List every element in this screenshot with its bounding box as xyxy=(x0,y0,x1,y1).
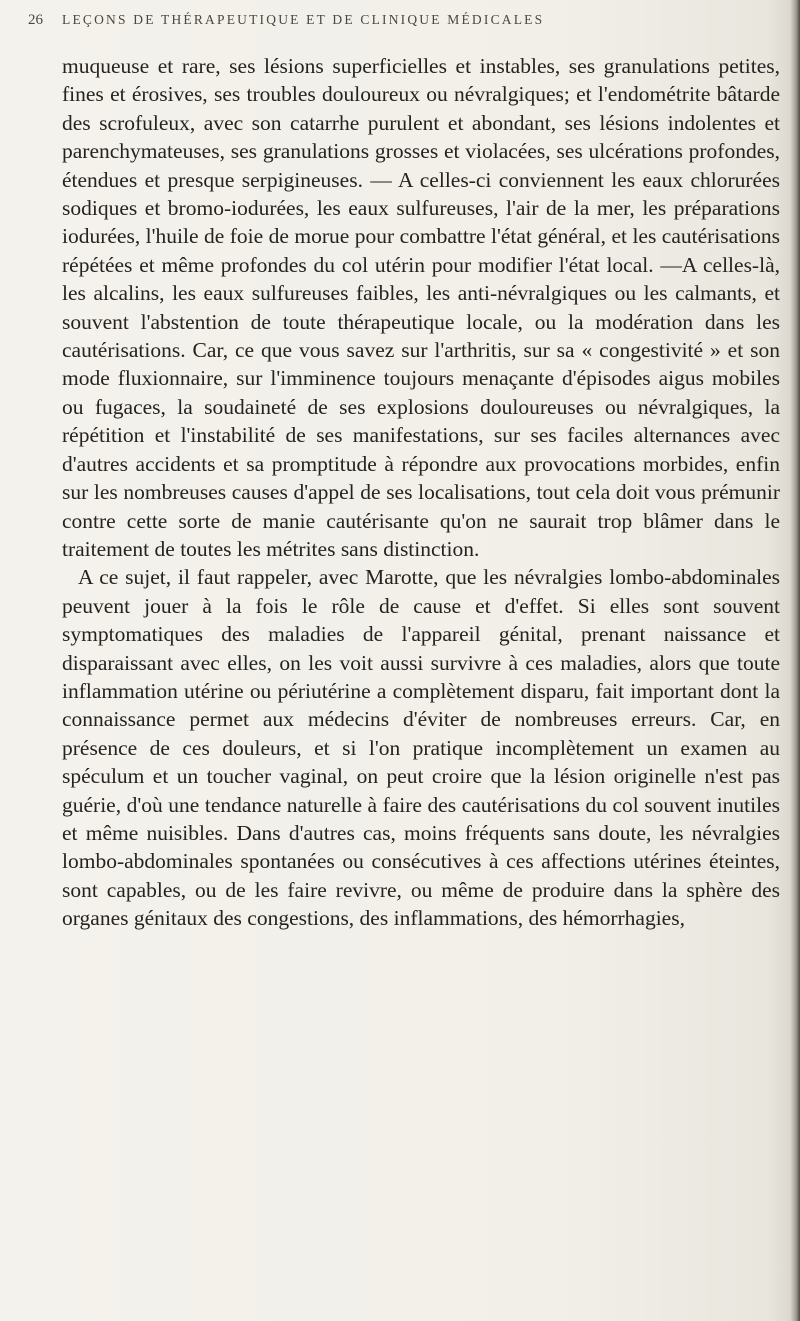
page-edge-shadow xyxy=(790,0,800,1321)
running-header xyxy=(28,6,798,34)
paragraph-2: A ce sujet, il faut rappeler, avec Marotte, que les névralgies lombo-abdominales peuvent jouer à la fois le rôle de cause et d'effet. Si elles sont souvent symptomatiques des maladies de l'appareil génital, prenant naissance et disparaissant avec elles, on les voit aussi survivre à ces maladies, alors que toute inflammation utérine ou périutérine a complètement disparu, fait important dont la connaissance permet aux médecins d'éviter de nombreuses erreurs. Car, en présence de ces douleurs, et si l'on pratique incomplètement un examen au spéculum et un toucher vaginal, on peut croire que la lésion originelle n'est pas guérie, d'où une tendance naturelle à faire des cautérisations du col souvent inutiles et même nuisibles. Dans d'autres cas, moins fréquents sans doute, les névralgies lombo-abdominales spontanées ou consécutives à ces affections utérines éteintes, sont capables, ou de les faire revivre, ou même de produire dans la sphère des organes génitaux des congestions, des inflammations, des hémorrhagies, xyxy=(62,565,780,931)
running-title: LEÇONS DE THÉRAPEUTIQUE ET DE CLINIQUE MÉDICALES xyxy=(62,12,545,27)
body-text xyxy=(62,52,780,933)
paragraph-1: muqueuse et rare, ses lésions superficielles et instables, ses granulations petites, fines et érosives, ses troubles douloureux ou névralgiques; et l'endométrite bâtarde des scrofuleux, avec son catarrhe purulent et abondant, ses lésions indolentes et parenchymateuses, ses granulations grosses et violacées, ses ulcérations profondes, étendues et presque serpigineuses. — A celles-ci conviennent les eaux chlorurées sodiques et bromo-iodurées, les eaux sulfureuses, l'air de la mer, les préparations iodurées, l'huile de foie de morue pour combattre l'état général, et les cautérisations répétées et même profondes du col utérin pour modifier l'état local. —A celles-là, les alcalins, les eaux sulfureuses faibles, les anti-névralgiques ou les calmants, et souvent l'abstention de toute thérapeutique locale, ou la modération dans les cautérisations. Car, ce que vous savez sur l'arthritis, sur sa « congestivité » et son mode fluxionnaire, sur l'imminence toujours menaçante d'épisodes aigus mobiles ou fugaces, la soudaineté de ses explosions douloureuses ou névralgiques, la répétition et l'instabilité de ses manifestations, sur ses faciles alternances avec d'autres accidents et sa promptitude à répondre aux provocations morbides, enfin sur les nombreuses causes d'appel de ses localisations, tout cela doit vous prémunir contre cette sorte de manie cautérisante qu'on ne saurait trop blâmer dans le traitement de toutes les métrites sans distinction. xyxy=(62,54,780,561)
page-number: 26 xyxy=(28,11,43,28)
